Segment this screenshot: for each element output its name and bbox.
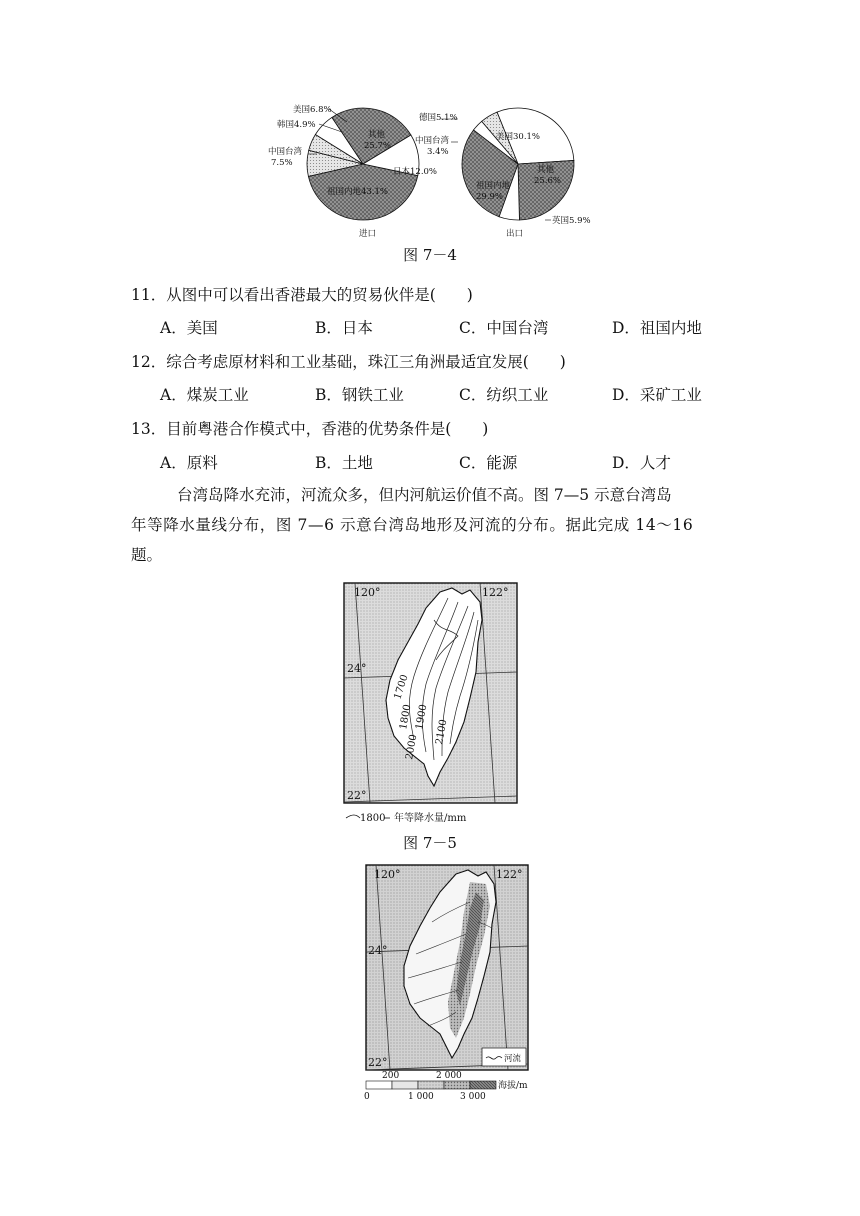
question-text: 综合考虑原材料和工业基础，珠江三角洲最适宜发展( ) — [166, 353, 566, 371]
export-label-taiwan-name: 中国台湾 — [415, 136, 450, 146]
isoline-2000: 2000 — [404, 733, 420, 761]
passage — [131, 480, 733, 570]
isoline-2100: 2100 — [434, 718, 450, 746]
question-13 — [131, 417, 488, 439]
passage-line-3: 题。 — [131, 546, 163, 564]
scale-band-1 — [392, 1081, 418, 1089]
lat-label-22: 22° — [368, 1056, 388, 1069]
scale-band-3 — [444, 1081, 470, 1089]
river-legend-text: 河流 — [504, 1054, 522, 1064]
q12-option-a[interactable]: A．煤炭工业 — [160, 386, 249, 404]
question-12 — [131, 350, 566, 372]
export-label-germany: 德国5.1% — [419, 113, 458, 123]
import-chart-label: 进口 — [359, 229, 377, 239]
export-label-mainland-value: 29.9% — [476, 192, 504, 202]
export-label-usa: 美国30.1% — [496, 132, 541, 142]
q13-option-a[interactable]: A．原料 — [160, 454, 218, 472]
import-label-taiwan-name: 中国台湾 — [268, 147, 303, 157]
question-number: 11． — [131, 286, 167, 304]
q13-option-c[interactable]: C．能源 — [459, 454, 518, 472]
q13-option-b[interactable]: B．土地 — [315, 454, 373, 472]
lat-label-24: 24° — [347, 662, 367, 675]
lon-label-120: 120° — [354, 586, 381, 599]
import-label-other-value: 25.7% — [364, 141, 392, 151]
lat-label-24: 24° — [368, 944, 388, 957]
import-label-korea: 韩国4.9% — [277, 120, 316, 130]
lon-label-122: 122° — [482, 586, 509, 599]
figure-7-4-pie-charts — [255, 96, 605, 246]
question-text: 从图中可以看出香港最大的贸易伙伴是( ) — [166, 286, 473, 304]
q12-option-b[interactable]: B．钢铁工业 — [315, 386, 404, 404]
export-label-other-name: 其他 — [537, 165, 555, 175]
figure-7-5-caption: 图 7－5 — [403, 834, 457, 852]
isoline-1700: 1700 — [392, 673, 411, 701]
scale-label-2000: 2 000 — [436, 1071, 462, 1081]
figure-7-4-caption: 图 7－4 — [403, 246, 457, 264]
figure-7-6-terrain-map — [360, 862, 536, 1104]
scale-unit: 海拔/m — [498, 1081, 528, 1091]
scale-label-200: 200 — [382, 1071, 400, 1081]
import-pie — [307, 108, 419, 220]
import-label-usa: 美国6.8% — [293, 105, 332, 115]
export-chart-label: 出口 — [506, 229, 524, 239]
import-label-taiwan-value: 7.5% — [271, 158, 293, 168]
q12-option-c[interactable]: C．纺织工业 — [459, 386, 549, 404]
question-number: 12． — [131, 353, 167, 371]
passage-line-2: 年等降水量线分布，图 7—6 示意台湾岛地形及河流的分布。据此完成 14～16 — [131, 516, 694, 534]
export-label-taiwan-value: 3.4% — [427, 147, 449, 157]
question-11 — [131, 283, 473, 305]
scale-label-3000: 3 000 — [460, 1092, 486, 1102]
scale-label-0: 0 — [364, 1092, 370, 1102]
q11-option-d[interactable]: D．祖国内地 — [612, 319, 702, 337]
import-label-other-name: 其他 — [368, 130, 386, 140]
legend-isoline-text: 年等降水量/mm — [394, 813, 467, 824]
legend-isoline-value: 1800 — [360, 813, 386, 824]
export-label-other-value: 25.6% — [534, 176, 562, 186]
lon-label-122: 122° — [496, 868, 523, 881]
export-label-mainland-name: 祖国内地 — [476, 181, 511, 191]
scale-label-1000: 1 000 — [408, 1092, 434, 1102]
q11-option-a[interactable]: A．美国 — [160, 319, 218, 337]
isoline-1800: 1800 — [398, 703, 414, 731]
scale-band-0 — [366, 1081, 392, 1089]
export-label-uk: 英国5.9% — [552, 216, 591, 226]
import-label-japan: 日本12.0% — [393, 167, 438, 177]
q12-option-d[interactable]: D．采矿工业 — [612, 386, 702, 404]
q11-option-c[interactable]: C．中国台湾 — [459, 319, 549, 337]
q13-option-d[interactable]: D．人才 — [612, 454, 671, 472]
import-label-mainland: 祖国内地43.1% — [327, 187, 389, 197]
passage-line-1: 台湾岛降水充沛，河流众多，但内河航运价值不高。图 7—5 示意台湾岛 — [177, 486, 672, 504]
export-pie — [462, 108, 574, 220]
scale-band-4 — [470, 1081, 496, 1089]
figure-7-5-precipitation-map — [330, 580, 530, 824]
question-number: 13． — [131, 420, 167, 438]
lon-label-120: 120° — [374, 868, 401, 881]
scale-band-2 — [418, 1081, 444, 1089]
q11-option-b[interactable]: B．日本 — [315, 319, 373, 337]
lat-label-22: 22° — [347, 789, 367, 802]
question-text: 目前粤港合作模式中，香港的优势条件是( ) — [166, 420, 489, 438]
isoline-1900: 1900 — [414, 703, 430, 731]
